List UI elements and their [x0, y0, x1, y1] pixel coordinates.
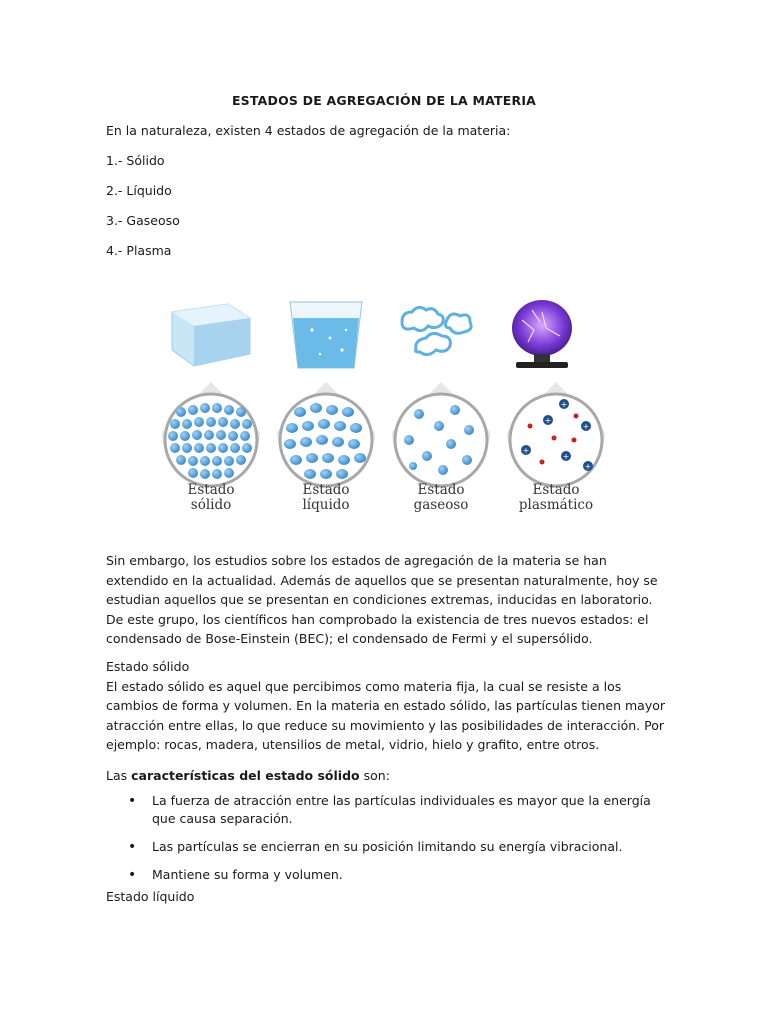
svg-text:+: +	[584, 462, 592, 471]
state-item-gas: 3.- Gaseoso	[106, 213, 180, 228]
solid-section	[106, 657, 666, 755]
solid-heading: Estado sólido	[106, 659, 190, 674]
states-of-matter-figure	[150, 292, 620, 522]
characteristics-list	[106, 792, 666, 894]
characteristics-intro	[106, 768, 390, 783]
water-glass-icon	[290, 302, 362, 368]
svg-text:+: +	[522, 446, 530, 455]
caption-gas-line1: Estado	[417, 482, 465, 498]
caption-gas-line2: gaseoso	[413, 497, 469, 513]
particle-drop-liquid	[277, 382, 375, 486]
svg-text:+: +	[582, 422, 590, 431]
solid-description: El estado sólido es aquel que percibimos como materia fija, la cual se resiste a los cambios de forma y volumen. En la materia en estado sólido, las partículas tienen mayor atracción entre ellas, lo que reduce su movimiento y las posibilidades de interacción. Por ejemplo: rocas, madera, utensilios de metal, vidrio, hielo y grafito, entre otros.	[106, 678, 666, 752]
state-item-solid: 1.- Sólido	[106, 153, 165, 168]
caption-liquid-line1: Estado	[302, 482, 350, 498]
svg-text:+: +	[560, 400, 568, 409]
state-item-liquid: 2.- Líquido	[106, 183, 172, 198]
svg-text:+: +	[544, 416, 552, 425]
paragraph-extended-states: Sin embargo, los estudios sobre los estados de agregación de la materia se han extendido en la actualidad. Además de aquellos que se presentan naturalmente, hoy se estudian aquellos que se presentan en condiciones extremas, inducidas en laboratorio. De este grupo, los científicos han comprobado la existencia de tres nuevos estados: el condensado de Bose-Einstein (BEC); el condensado de Fermi y el supersólido.	[106, 553, 658, 646]
characteristics-prefix: Las	[106, 768, 132, 783]
particle-drop-solid	[162, 382, 260, 486]
svg-text:+: +	[562, 452, 570, 461]
list-item: • La fuerza de atracción entre las partículas individuales es mayor que la energía que causa separación.	[106, 792, 666, 828]
caption-plasma-line1: Estado	[532, 482, 580, 498]
particle-drop-gas	[392, 382, 490, 486]
state-item-plasma: 4.- Plasma	[106, 243, 172, 258]
characteristics-suffix: son:	[359, 768, 390, 783]
caption-solid-line1: Estado	[187, 482, 235, 498]
plasma-ball-icon	[512, 300, 572, 368]
intro-text: En la naturaleza, existen 4 estados de agregación de la materia:	[106, 123, 511, 138]
list-item: • Las partículas se encierran en su posición limitando su energía vibracional.	[106, 838, 666, 856]
characteristics-bold: características del estado sólido	[131, 768, 360, 783]
caption-solid-line2: sólido	[190, 497, 232, 513]
particle-drop-plasma	[507, 382, 605, 486]
caption-liquid-line2: líquido	[302, 497, 350, 513]
document-title: ESTADOS DE AGREGACIÓN DE LA MATERIA	[231, 93, 537, 108]
ice-cube-icon	[172, 304, 250, 366]
liquid-heading: Estado líquido	[106, 889, 195, 904]
caption-plasma-line2: plasmático	[518, 497, 594, 513]
gas-cloud-icon	[402, 307, 471, 354]
list-item: • Mantiene su forma y volumen.	[106, 866, 666, 884]
